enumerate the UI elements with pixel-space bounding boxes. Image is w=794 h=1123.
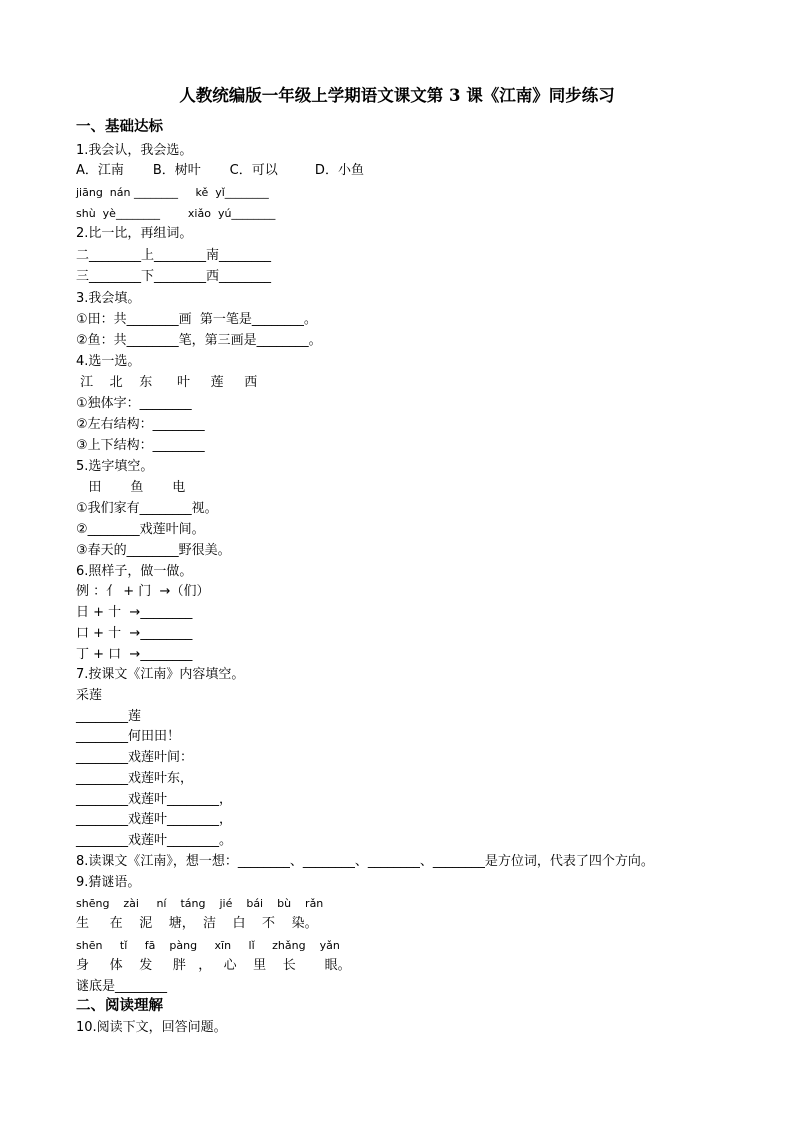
q7-poem-line: ________戏莲叶________， [76,792,233,807]
q7-poem-line: ________戏莲叶间： [76,750,194,765]
q5-prompt: 5.选字填空。 [76,459,154,474]
q1-pinyin-row2: shù yè________ xiǎo yú________ [76,207,276,220]
q1-pinyin-row1: jiāng nán ________ kě yǐ________ [76,186,269,199]
q7-poem-title: 采莲 [76,688,103,703]
q7-poem-line: ________戏莲叶________。 [76,833,233,848]
q2-row1: 二________上________南________ [76,248,272,263]
q9-pinyin-line2: shēn tǐ fā pàng xīn lǐ zhǎng yǎn [76,939,340,952]
q5-item-a: ①我们家有________视。 [76,501,218,516]
q1-prompt: 1.我会认，我会选。 [76,143,193,158]
q6-item-a: 日 + 十 →________ [76,605,193,620]
q4-item-a: ①独体字：________ [76,396,192,411]
q6-item-c: 丁 + 口 →________ [76,647,193,662]
q7-poem-line: ________戏莲叶东， [76,771,194,786]
q9-answer: 谜底是________ [76,979,168,994]
section-basic-heading: 一、基础达标 [76,119,163,135]
q8-text: 8.读课文《江南》，想一想：________、________、________、________是方位词，代表了四个方向。 [76,854,654,869]
q1-options: A．江南 B．树叶 C．可以 D．小鱼 [76,163,364,178]
q6-example: 例 ：亻 + 门 →（们） [76,584,210,599]
section-reading-heading: 二、阅读理解 [76,998,163,1014]
q7-poem-line: ________莲 [76,709,142,724]
q3-item-b: ②鱼：共________笔，第三画是________。 [76,333,322,348]
q4-item-b: ②左右结构：________ [76,417,205,432]
q10-prompt: 10.阅读下文，回答问题。 [76,1020,227,1035]
q2-row2: 三________下________西________ [76,269,272,284]
q5-item-b: ②________戏莲叶间。 [76,522,205,537]
q3-item-a: ①田：共________画 第一笔是________。 [76,312,317,327]
q7-poem-line: ________戏莲叶________， [76,812,233,827]
q9-prompt: 9.猜谜语。 [76,875,141,890]
q9-pinyin-line1: shēng zài ní táng jié bái bù rǎn [76,897,324,910]
q6-item-b: 口 + 十 →________ [76,626,193,641]
q6-prompt: 6.照样子，做一做。 [76,564,193,579]
q4-item-c: ③上下结构：________ [76,438,205,453]
q4-prompt: 4.选一选。 [76,354,141,369]
q2-prompt: 2.比一比，再组词。 [76,226,193,241]
q3-prompt: 3.我会填。 [76,291,141,306]
q5-char-choices: 田 鱼 电 [76,480,186,495]
q9-riddle-line1: 生 在 泥 塘， 洁 白 不 染。 [76,916,318,931]
q7-prompt: 7.按课文《江南》内容填空。 [76,667,245,682]
q9-riddle-line2: 身 体 发 胖 ， 心 里 长 眼。 [76,958,351,973]
page-title: 人教统编版一年级上学期语文课文第 3 课《江南》同步练习 [179,86,615,105]
q7-poem-line: ________何田田！ [76,729,181,744]
q4-char-choices: 江 北 东 叶 莲 西 [76,375,258,390]
q5-item-c: ③春天的________野很美。 [76,543,231,558]
